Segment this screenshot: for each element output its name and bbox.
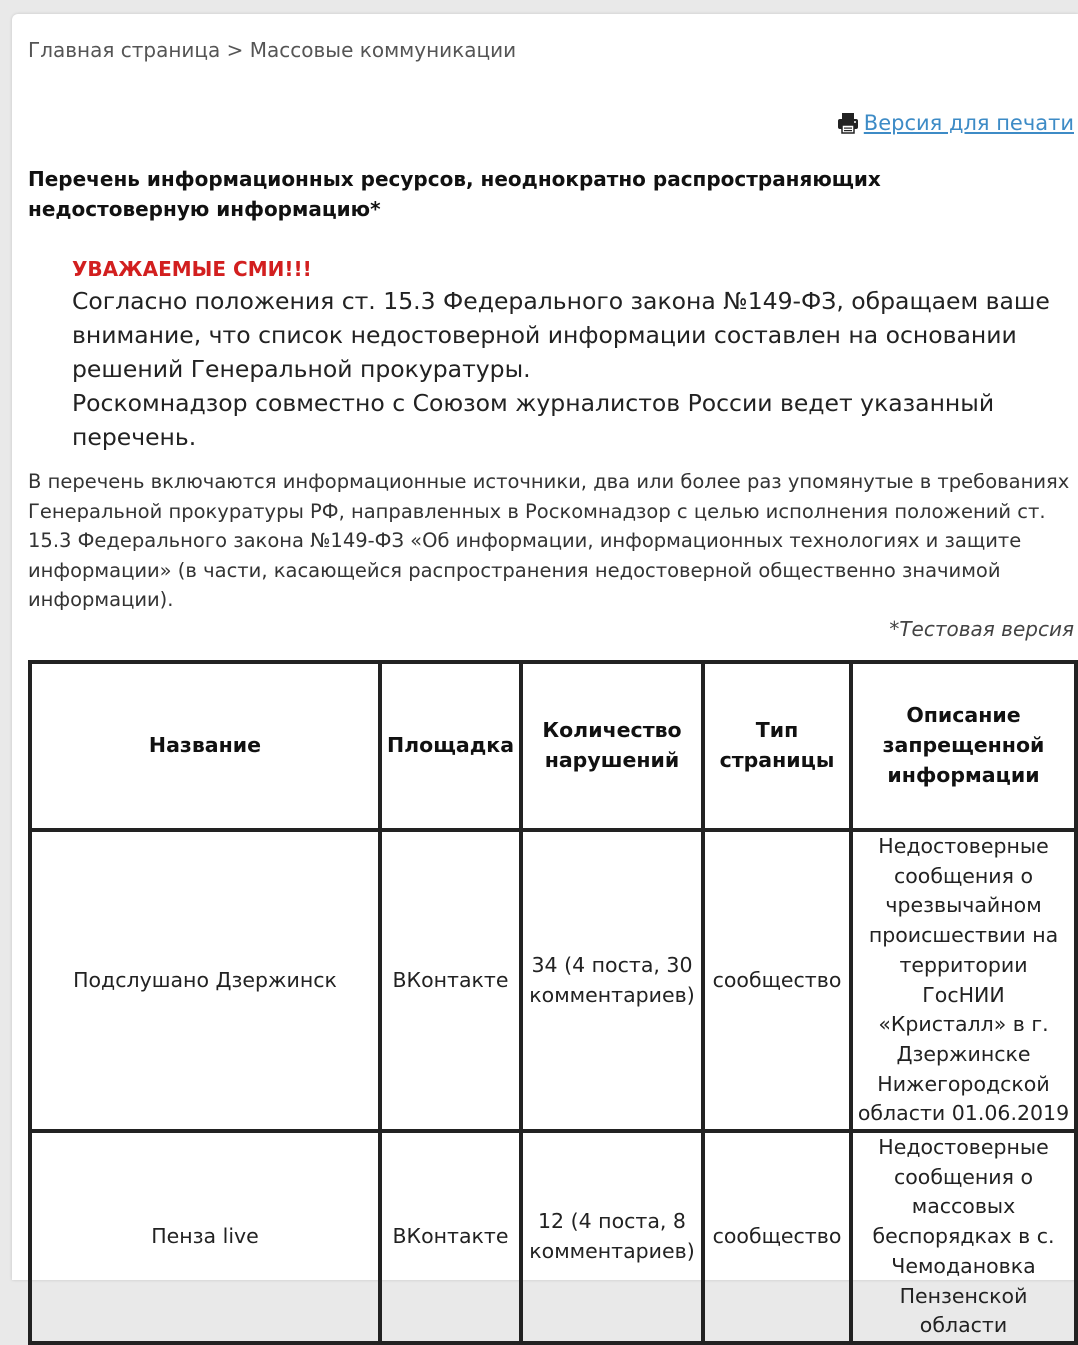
page-title: Перечень информационных ресурсов, неоднократно распространяющих недостоверную информацию*	[28, 167, 881, 221]
print-version-link[interactable]	[836, 111, 1074, 135]
media-notice	[72, 254, 1052, 454]
breadcrumb-current: Массовые коммуникации	[249, 38, 517, 62]
notice-paragraph-2: Роскомнадзор совместно с Союзом журналистов России ведет указанный перечень.	[72, 389, 995, 451]
cell-page-type: сообщество	[703, 830, 851, 1131]
breadcrumb-separator: >	[226, 38, 244, 62]
table-row	[30, 1131, 1076, 1343]
cell-description: Недостоверные сообщения о чрезвычайном происшествии на территории ГосНИИ «Кристалл» в г. Дзержинске Нижегородской области 01.06.2019	[851, 830, 1076, 1131]
cell-name: Пенза live	[30, 1131, 380, 1343]
notice-title: УВАЖАЕМЫЕ СМИ!!!	[72, 257, 312, 281]
printer-icon	[836, 111, 860, 135]
header-description: Описание запрещенной информации	[851, 662, 1076, 830]
test-version-note: *Тестовая версия	[889, 617, 1074, 641]
page	[12, 14, 1078, 1338]
table-row	[30, 830, 1076, 1131]
print-version-label: Версия для печати	[863, 111, 1074, 135]
header-violations: Количество нарушений	[521, 662, 703, 830]
intro-text: В перечень включаются информационные источники, два или более раз упомянутые в требованиях Генеральной прокуратуры РФ, направленных в Роскомнадзор с целью исполнения положений ст. 15.3 Федерального закона №149-ФЗ «Об информации, информационных технологиях и защите информации» (в части, касающейся распространения недостоверной общественно значимой информации).	[28, 470, 1070, 611]
table-header-row	[30, 662, 1076, 830]
header-page-type: Тип страницы	[703, 662, 851, 830]
cell-platform: ВКонтакте	[380, 830, 521, 1131]
cell-description: Недостоверные сообщения о массовых беспорядках в с. Чемодановка Пензенской области	[851, 1131, 1076, 1343]
cell-violations: 34 (4 поста, 30 комментариев)	[521, 830, 703, 1131]
cell-page-type: сообщество	[703, 1131, 851, 1343]
cell-platform: ВКонтакте	[380, 1131, 521, 1343]
cell-name: Подслушано Дзержинск	[30, 830, 380, 1131]
notice-paragraph-1: Согласно положения ст. 15.3 Федерального закона №149-ФЗ, обращаем ваше внимание, что список недостоверной информации составлен на основании решений Генеральной прокуратуры.	[72, 287, 1050, 383]
header-name: Название	[30, 662, 380, 830]
resources-table	[28, 660, 1078, 1345]
header-platform: Площадка	[380, 662, 521, 830]
cell-violations: 12 (4 поста, 8 комментариев)	[521, 1131, 703, 1343]
breadcrumb	[28, 38, 516, 62]
breadcrumb-home-link[interactable]: Главная страница	[28, 38, 221, 62]
